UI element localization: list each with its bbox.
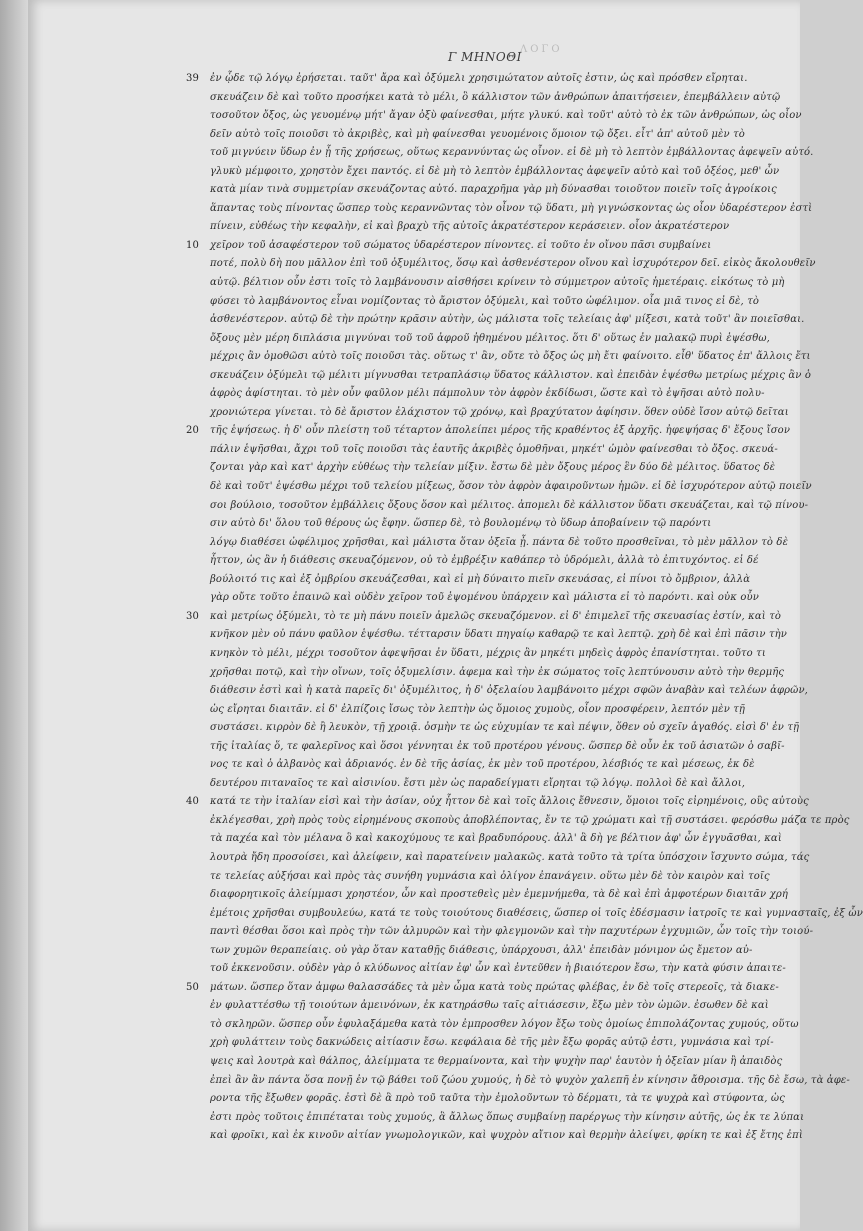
line-text: πίνειν, εὐθέως τὴν κεφαλὴν, εἰ καὶ βραχὺ τῆς αὐτοῖς ἀκρατέστερον κεράσειεν. οἷον ἀκρατέστερον [210, 221, 730, 233]
line-text: τοσοῦτον ὄξος, ὡς γευομένῳ μήτ' ἄγαν ὀξὺ φαίνεσθαι, μήτε γλυκύ. καὶ τοῦτ' αὐτὸ τὸ ἐκ τῶν ἀνθρώπων, ὡς οἷον [210, 110, 802, 122]
book-page [28, 0, 863, 1231]
text-line [186, 237, 786, 256]
line-text: ἐμέτοις χρῆσθαι συμβουλεύω, κατά τε τοὺς τοιούτους διαθέσεις, ὥσπερ οἱ τοῖς ἐδέσμασιν ἰατροῖς τε καὶ γυμνασταῖς, ἐξ ὧν [210, 907, 863, 919]
text-line [210, 682, 809, 701]
text-line [210, 738, 786, 757]
text-line [210, 812, 850, 831]
line-text: κατὰ μίαν τινὰ συμμετρίαν σκευάζοντας αὐτό. παραχρῆμα γὰρ μὴ δύνασθαι τοιοῦτον ποιεῖν τοῖς ἀγροίκοις [210, 184, 777, 196]
text-line [210, 497, 809, 516]
text-line [210, 905, 863, 924]
line-number: 39 [186, 73, 200, 84]
text-line [210, 404, 789, 423]
line-text: μάτων. ὥσπερ ὅταν ἀμφω θαλασσάδες τὰ μὲν ὦμα κατὰ τοὺς πρώτας φλέβας, ἐν δὲ τοῖς στερεοῖς, τὰ διακε- [210, 981, 779, 993]
text-line [210, 1090, 786, 1109]
text-line [210, 552, 786, 571]
line-text: ζονται γὰρ καὶ κατ' ἀρχὴν εὐθέως τὴν τελείαν μίξιν. ἔστω δὲ μὲν ὄξους μέρος ἓν δύο δὲ μέλιτος. ὕδατος δὲ [210, 462, 776, 474]
text-line [210, 756, 786, 775]
text-line [210, 923, 814, 942]
line-text: διάθεσιν ἐστὶ καὶ ἡ κατὰ παρεῖς δι' ὀξυμέλιτος, ἡ δ' ὀξελαίου λαμβάνοιτο μέχρι σφῶν ἀναβὰν καὶ τελέων ἀφρῶν, [210, 685, 809, 697]
text-line [210, 385, 786, 404]
line-number: 20 [186, 425, 200, 437]
text-line [210, 886, 786, 905]
line-text: δευτέρου πιταναῖος τε καὶ αἰσινίου. ἔστι μὲν ὡς παραδείγματι εἴρηται τῷ λόγῳ. πολλοὶ δὲ καὶ ἄλλοι, [210, 777, 746, 789]
line-text: ἐκλέγεσθαι, χρὴ πρὸς τοὺς εἰρημένους σκοποὺς ἀποβλέποντας, ἔν τε τῷ χρώματι καὶ τῇ συστάσει. φερόσθω μάζα τε πρὸς [210, 814, 850, 826]
line-number: 50 [186, 981, 200, 993]
line-text: διαφορητικοῖς ἀλείμμασι χρηστέον, ὧν καὶ προστεθεὶς μὲν ἐμεμνήμεθα, τὰ δὲ καὶ ἐπὶ ἀμφοτέρων διαιτᾶν χρή [210, 889, 788, 901]
text-line [210, 478, 812, 497]
text-line [210, 664, 786, 683]
text-line [210, 645, 786, 664]
line-text: ὄξους μὲν μέρη διπλάσια μιγνύναι τοῦ τοῦ ἀφροῦ ἠθημένου μέλιτος. ὅτι δ' οὕτως ἐν μαλακῷ πυρὶ ἑψέσθω, [210, 332, 771, 344]
line-text: μέχρις ἂν ὁμοθῶσι αὐτὸ τοῖς ποιοῦσι τὰς. οὕτως τ' ἂν, οὔτε τὸ ὄξος ὡς μὴ ἔτι φαίνοιτο. εἶθ' ὕδατος ἐπ' ἄλλοις ἔτι [210, 351, 811, 363]
text-line [210, 1053, 786, 1072]
text-line [210, 126, 786, 145]
line-text: χρὴ φυλάττειν τοὺς δακνώδεις αἰτίασιν ἔσω. κεφάλαια δὲ τῆς μὲν ἔξω φορᾶς αὐτῷ ἐστι, γυμνάσια καὶ τρί- [210, 1037, 774, 1049]
text-block [186, 70, 863, 1146]
line-text: τὰ παχέα καὶ τὸν μέλανα ὃ καὶ κακοχύμους τε καὶ βραδυπόρους. ἀλλ' ἃ δὴ γε βέλτιον ἀφ' ὧν ἐγγυᾶσθαι, καὶ [210, 833, 782, 845]
line-text: δὲ καὶ τοῦτ' ἑψέσθω μέχρι τοῦ τελείου μίξεως, ὅσον τὸν ἀφρὸν ἀφαιροῦντων ἡμῶν. εἰ δὲ ἰσχυρότερον αὐτῷ ποιεῖν [210, 481, 812, 493]
line-text: γὰρ οὔτε τοῦτο ἐπαινῶ καὶ οὐδὲν χεῖρον τοῦ ἑψομένου ὑπάρχειν καὶ μάλιστα εἰ τὸ παρόντι. καὶ οὐκ οὖν [210, 592, 759, 604]
line-text: σκευάζειν δὲ καὶ τοῦτο προσήκει κατὰ τὸ μέλι, ὃ κάλλιστον τῶν ἀνθρώπων ἀπαιτήσειεν, ἐπεμβάλλειν αὐτῷ [210, 91, 781, 103]
text-line [210, 571, 786, 590]
line-text: σκευάζειν ὀξύμελι τῷ μέλιτι μίγνυσθαι τετραπλάσιῳ ὕδατος κάλλιστον. καὶ ἐπειδὰν ἑψέσθω μετρίως μέχρις ἂν ὁ [210, 369, 812, 381]
line-text: γλυκὺ μέμφοιτο, χρηστὸν ἔχει παντός. εἰ δὲ μὴ τὸ λεπτὸν ἐμβάλλοντας ἀφεψεῖν αὐτὸ καὶ τοῦ ὀξέος, μεθ' ὧν [210, 165, 780, 177]
text-line [210, 459, 786, 478]
line-text: κνηκὸν τὸ μέλι, μέχρι τοσοῦτον ἀφεψῆσαι ἐν ὕδατι, μέχρις ἂν μηκέτι μηδεὶς ἀφρὸς ἐπανίστηται. τοῦτο τι [210, 647, 766, 659]
line-text: βούλοιτό τις καὶ ἐξ ὀμβρίου σκευάζεσθαι, καὶ εἰ μὴ δύναιτο πιεῖν σκευάσας, εἰ πίνοι τὸ ὄμβριον, ἀλλὰ [210, 573, 751, 585]
text-line [186, 70, 786, 89]
text-line [210, 348, 811, 367]
text-line [210, 367, 812, 386]
text-line [210, 515, 786, 534]
text-line [210, 589, 786, 608]
line-text: χεῖρον τοῦ ἀσαφέστερον τοῦ σώματος ὑδαρέστερον πίνοντες. εἰ τοῦτο ἐν οἴνου πᾶσι συμβαίνει [210, 239, 712, 251]
text-line [186, 793, 809, 812]
binding-gutter [0, 0, 28, 1231]
line-text: ἐπεὶ ἂν ἂν πάντα ὅσα πονῇ ἐν τῷ βάθει τοῦ ζώου χυμούς, ἡ δὲ τὸ ψυχὸν χαλεπῆ ἐν κίνησιν ἄθροισμα. τῆς δὲ ἔσω, τὰ ἀφε- [210, 1074, 850, 1086]
line-number: 10 [186, 239, 200, 251]
line-number: 40 [186, 796, 200, 808]
line-text: αὐτῷ. βέλτιον οὖν ἐστι τοῖς τὸ λαμβάνουσιν αἰσθήσει κρίνειν τὸ σύμμετρον αὐτοῖς ἡμετέραις. εἰκότως τὸ μὴ [210, 277, 785, 289]
text-line [210, 89, 786, 108]
text-line [210, 255, 816, 274]
line-text: φύσει τὸ λαμβάνοντος εἶναι νομίζοντας τὸ ἄριστον ὀξύμελι, καὶ τοῦτο ὠφέλιμον. οἷα μιᾶ τινος εἰ δὲ, τὸ [210, 295, 760, 307]
text-line [210, 960, 786, 979]
line-text: ἀσθενέστερον. αὐτῷ δὲ τὴν πρώτην κρᾶσιν αὐτὴν, ὡς μάλιστα τοῖς τελείαις ἀφ' μίξεσι, κατὰ τοῦτ' ἂν ποιεῖσθαι. [210, 314, 805, 326]
line-text: ἅπαντας τοὺς πίνοντας ὥσπερ τοὺς κεραννῶντας τὸν οἶνον τῷ ὕδατι, μὴ γιγνώσκοντας ὡς οἷον ὑδαρέστερον ἐστὶ [210, 202, 813, 214]
line-text: νος τε καὶ ὁ ἀλβανὸς καὶ ἀδριανός. ἐν δὲ τῆς ἀσίας, ἐκ μὲν τοῦ προτέρου, λέσβιός τε καὶ μέσεως, ἐκ δὲ [210, 759, 755, 771]
line-text: ἧττον, ὡς ἂν ἡ διάθεσις σκευαζόμενον, οὐ τὸ ἐμβρέξιν καθάπερ τὸ ὑδρόμελι, ἀλλὰ τὸ ἐπιτυχόντος. εἰ δέ [210, 555, 759, 567]
text-line [210, 868, 786, 887]
text-line [210, 997, 786, 1016]
line-text: ψεις καὶ λουτρὰ καὶ θάλπος, ἀλείμματα τε θερμαίνοντα, καὶ τὴν ψυχὴν παρ' ἑαυτὸν ἡ ὀξεῖαν μίαν ἢ ἀπαιδὸς [210, 1055, 783, 1067]
text-line [210, 200, 813, 219]
text-line [210, 107, 802, 126]
text-line [210, 1127, 803, 1146]
text-line [210, 163, 786, 182]
line-text: τῆς ἑψήσεως. ἡ δ' οὖν πλείστη τοῦ τέταρτον ἀπολείπει μέρος τῆς κραθέντος ἐξ ἀρχῆς. ἠφεψήσας δ' ἔξους ἴσον [210, 425, 791, 437]
text-line [210, 830, 786, 849]
text-line [210, 144, 814, 163]
line-text: παντὶ θέσθαι ὅσοι καὶ πρὸς τὴν τῶν ἁλμυρῶν καὶ τὴν φλεγμονῶν καὶ τὴν παχυτέρων ἐγχυμιῶν, ὧν τοῖς τὴν τοιού- [210, 926, 814, 938]
line-text: των χυμῶν θεραπείαις. οὐ γὰρ ὅταν καταθῇς διάθεσις, ὑπάρχουσι, ἀλλ' ἐπειδὰν μόνιμον ὡς ἔμετον αὐ- [210, 944, 753, 956]
line-text: συστάσει. κιρρὸν δὲ ἢ λευκὸν, τῇ χροιᾷ. ὀσμὴν τε ὡς εὐχυμίαν τε καὶ πέψιν, ὅθεν οὐ σχεῖν ἀγαθός. εἰσὶ δ' ἐν τῇ [210, 722, 800, 734]
line-text: χρονιώτερα γίνεται. τὸ δὲ ἄριστον ἐλάχιστον τῷ χρόνῳ, καὶ βραχύτατον ἀφίησιν. ὅθεν οὐδὲ ἴσον αὐτῷ δεῖται [210, 406, 789, 418]
text-line [210, 274, 786, 293]
text-line [210, 311, 805, 330]
line-text: τε τελείας αὐξήσαι καὶ πρὸς τὰς συνήθη γυμνάσια καὶ ὀλίγον ἐπανάγειν. οὕτω μὲν δὲ τὸν καιρὸν καὶ τοῖς [210, 870, 770, 882]
text-line [210, 1109, 805, 1128]
line-text: ὡς εἴρηται διαιτᾶν. εἰ δ' ἐλπίζοις ἴσως τὸν λεπτὴν ὡς ὅμοιος χυμοὺς, οἷον προσφέρειν, λεπτόν μὲν τῇ [210, 703, 746, 715]
line-text: καὶ μετρίως ὀξύμελι, τὸ τε μὴ πάνυ ποιεῖν ἀμελῶς σκευαζόμενον. εἰ δ' ἐπιμελεῖ τῆς σκευασίας ἐστίν, καὶ τὸ [210, 610, 782, 622]
line-text: σιν αὐτὸ δι' ὅλου τοῦ θέρους ὡς ἔφην. ὥσπερ δὲ, τὸ βουλομένῳ τὸ ὕδωρ ἀποβαίνειν τῷ παρόντι [210, 518, 712, 530]
line-text: κνῆκον μὲν οὐ πάνυ φαῦλον ἑψέσθω. τέτταρσιν ὕδατι πηγαίῳ καθαρῷ τε καὶ λεπτῷ. χρὴ δὲ καὶ ἐπὶ πᾶσιν τὴν [210, 629, 787, 641]
line-text: ἐν ᾧδε τῷ λόγῳ ἐρήσεται. ταῦτ' ἄρα καὶ ὀξύμελι χρησιμώτατον αὐτοῖς ἐστιν, ὡς καὶ πρόσθεν εἴρηται. [210, 73, 748, 84]
text-line [210, 626, 786, 645]
line-text: ποτέ, πολὺ δὴ που μᾶλλον ἐπὶ τοῦ ὀξυμέλιτος, ὅσῳ καὶ ἀσθενέστερον οἴνου καὶ ἰσχυρότερον δεῖ. εἰκὸς ἄκολουθεῖν [210, 258, 816, 270]
line-text: τῆς ἰταλίας ὅ, τε φαλερῖνος καὶ ὅσοι γέννηται ἐκ τοῦ προτέρου γένους. ὥσπερ δὲ οὖν ἐκ τοῦ ἀσιατῶν ὁ σαβῖ- [210, 740, 785, 752]
show-through-text: ΛΟΓΟ [520, 44, 563, 55]
line-text: πάλιν ἑψῆσθαι, ἄχρι τοῦ τοῖς ποιοῦσι τὰς ἑαυτῆς ἀκριβὲς ὁμοθῆναι, μηκέτ' ὠμὸν φαίνεσθαι τὸ ὄξος. σκευά- [210, 443, 778, 455]
text-line [210, 1072, 850, 1091]
line-text: κατά τε τὴν ἰταλίαν εἰσὶ καὶ τὴν ἀσίαν, οὐχ ἧττον δὲ καὶ τοῖς ἄλλοις ἔθνεσιν, ὅμοιοι τοῖς εἰρημένοις, οὓς αὐτοὺς [210, 796, 809, 808]
line-text: τοῦ μιγνύειν ὕδωρ ἐν ᾗ τῆς χρήσεως, οὕτως κεραννύντας ὡς οἶνον. εἰ δὲ μὴ τὸ λεπτὸν ἐμβάλλοντας ἀφεψεῖν αὐτό. [210, 147, 814, 159]
text-line [210, 441, 786, 460]
text-line [210, 942, 786, 961]
text-line [210, 1016, 799, 1035]
line-text: ροντα τῆς ἔξωθεν φορᾶς. ἐστὶ δὲ ἃ πρὸ τοῦ ταῦτα τὴν ἐμολοῦντων τὸ δέρματι, τὰ τε ψυχρὰ καὶ στύφοντα, ὡς [210, 1093, 785, 1105]
text-line [210, 534, 789, 553]
line-text: λουτρὰ ἤδη προσοίσει, καὶ ἀλείφειν, καὶ παρατείνειν μαλακῶς. κατὰ τοῦτο τὰ τρίτα ὑπόσχοιν ἴσχυντο σώμα, τάς [210, 851, 810, 863]
text-line [210, 1034, 786, 1053]
line-text: δεῖν αὐτὸ τοῖς ποιοῦσι τὸ ἀκριβὲς, καὶ μὴ φαίνεσθαι γευομένοις ὅμοιον τῷ ὄξει. εἶτ' ἀπ' αὐτοῦ μὲν τὸ [210, 128, 745, 140]
text-line [210, 719, 800, 738]
text-line [186, 979, 786, 998]
text-line [210, 849, 810, 868]
line-text: χρῆσθαι ποτῷ, καὶ τὴν οἴνων, τοῖς ὀξυμελίσιν. ἀφεμα καὶ τὴν ἐκ σώματος τοῖς λεπτύνουσιν αὐτὸ τὴν θερμῆς [210, 666, 785, 678]
running-head: Γ ΜΗΝΟΘΙ [448, 50, 522, 64]
text-line [210, 181, 786, 200]
text-line [210, 775, 786, 794]
text-line [210, 330, 786, 349]
text-line [210, 701, 786, 720]
line-text: ἐν φυλαττέσθω τῇ τοιούτων ἀμεινόνων, ἐκ κατηράσθω ταῖς αἰτιάσεσιν, ἔξω μὲν τὸν ὠμῶν. ἐσωθεν δὲ καὶ [210, 1000, 769, 1012]
text-line [186, 422, 791, 441]
line-number: 30 [186, 610, 200, 622]
text-line [210, 218, 786, 237]
line-text: τοῦ ἐκκενοῦσιν. οὐδὲν γὰρ ὁ κλύδωνος αἰτίαν ἐφ' ὧν καὶ ἐντεῦθεν ἡ βιαιότερον ἔσω, τὴν κατὰ φύσιν ἀπαιτε- [210, 963, 786, 975]
line-text: ἀφρὸς ἀφίστηται. τὸ μὲν οὖν φαῦλον μέλι πάμπολυν τὸν ἀφρὸν ἐκδίδωσι, ὥστε καὶ τὸ ἑψῆσαι αὐτὸ πολυ- [210, 388, 765, 400]
line-text: καὶ φροῖκι, καὶ ἐκ κινοῦν αἰτίαν γνωμολογικῶν, καὶ ψυχρὸν αἴτιον καὶ θερμὴν ἀλείψει, φρίκη τε καὶ ἐξ ἔτης ἐπὶ [210, 1130, 803, 1142]
line-text: τὸ σκληρῶν. ὥσπερ οὖν ἐφυλαξάμεθα κατὰ τὸν ἐμπροσθεν λόγον ἔξω τοὺς ὁμοίως ἐπιπολάζοντας χυμούς, οὕτω [210, 1018, 799, 1030]
line-text: λόγῳ διαθέσει ὠφέλιμος χρῆσθαι, καὶ μάλιστα ὅταν ὀξεῖα ᾖ. πάντα δὲ τοῦτο προσθεῖναι, τὸ μὲν μᾶλλον τὸ δὲ [210, 536, 789, 548]
text-line [186, 608, 786, 627]
line-text: ἐστι πρὸς τοῦτοις ἐπιπέταται τοὺς χυμούς, ἃ ἄλλως ὅπως συμβαίνῃ παρέργως τὴν κίνησιν αὐτῆς, ὡς ἐκ τε λύπαι [210, 1111, 805, 1123]
line-text: σοι βούλοιο, τοσοῦτον ἐμβάλλεις ὄξους ὅσον καὶ μέλιτος. ἀπομελι δὲ κάλλιστον ὕδατι σκευάζεται, καὶ τῷ πίνου- [210, 499, 809, 511]
text-line [210, 293, 786, 312]
